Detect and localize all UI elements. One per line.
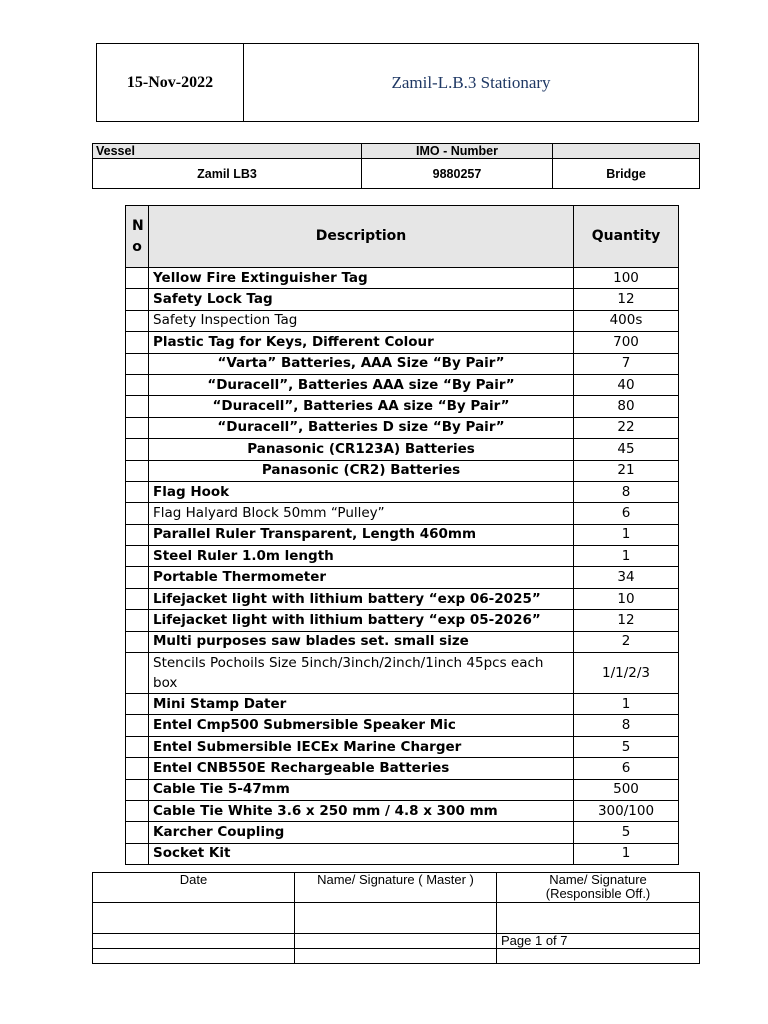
item-description: Stencils Pochoils Size 5inch/3inch/2inch/1inch 45pcs each box	[149, 653, 574, 694]
item-description: Panasonic (CR2) Batteries	[149, 460, 574, 481]
table-row	[126, 588, 679, 609]
row-number-cell	[126, 653, 149, 694]
table-row	[126, 289, 679, 310]
item-quantity: 45	[574, 439, 679, 460]
row-number-cell	[126, 758, 149, 779]
table-row	[126, 332, 679, 353]
table-row	[126, 268, 679, 289]
item-quantity: 400s	[574, 310, 679, 331]
table-row	[126, 843, 679, 864]
empty-cell	[93, 934, 295, 949]
item-description: “Duracell”, Batteries AA size “By Pair”	[149, 396, 574, 417]
empty-cell	[93, 949, 295, 964]
item-quantity: 100	[574, 268, 679, 289]
table-row	[126, 353, 679, 374]
vessel-table-row	[93, 159, 700, 189]
item-quantity: 80	[574, 396, 679, 417]
item-description: Multi purposes saw blades set. small size	[149, 631, 574, 652]
header-title: Zamil-L.B.3 Stationary	[391, 72, 551, 92]
table-row	[126, 374, 679, 395]
table-row	[126, 610, 679, 631]
item-description: Entel CNB550E Rechargeable Batteries	[149, 758, 574, 779]
row-number-cell	[126, 439, 149, 460]
row-number-cell	[126, 503, 149, 524]
imo-header: IMO - Number	[362, 144, 553, 159]
item-quantity: 6	[574, 758, 679, 779]
item-quantity: 1/1/2/3	[574, 653, 679, 694]
row-number-cell	[126, 546, 149, 567]
item-description: Socket Kit	[149, 843, 574, 864]
row-number-cell	[126, 460, 149, 481]
item-quantity: 700	[574, 332, 679, 353]
item-description: “Varta” Batteries, AAA Size “By Pair”	[149, 353, 574, 374]
item-quantity: 5	[574, 736, 679, 757]
table-row	[126, 715, 679, 736]
item-description: Yellow Fire Extinguisher Tag	[149, 268, 574, 289]
table-row	[126, 800, 679, 821]
item-description: Cable Tie 5-47mm	[149, 779, 574, 800]
row-number-cell	[126, 779, 149, 800]
item-description: Panasonic (CR123A) Batteries	[149, 439, 574, 460]
vessel-table-header	[93, 144, 700, 159]
item-quantity: 2	[574, 631, 679, 652]
item-description: Mini Stamp Dater	[149, 694, 574, 715]
item-description: Entel Submersible IECEx Marine Charger	[149, 736, 574, 757]
table-row	[126, 481, 679, 502]
table-row	[126, 779, 679, 800]
signature-entry-row	[93, 903, 700, 934]
item-description: Flag Halyard Block 50mm “Pulley”	[149, 503, 574, 524]
row-number-cell	[126, 822, 149, 843]
table-row	[126, 546, 679, 567]
table-row	[126, 503, 679, 524]
item-description: Safety Inspection Tag	[149, 310, 574, 331]
imo-number: 9880257	[362, 159, 553, 189]
item-description: Lifejacket light with lithium battery “exp 05-2026”	[149, 610, 574, 631]
row-number-cell	[126, 567, 149, 588]
table-row	[126, 460, 679, 481]
master-signature-field[interactable]	[295, 903, 497, 934]
table-row	[126, 694, 679, 715]
vessel-name: Zamil LB3	[93, 159, 362, 189]
item-quantity: 8	[574, 715, 679, 736]
row-number-cell	[126, 736, 149, 757]
row-number-cell	[126, 715, 149, 736]
responsible-signature-field[interactable]	[497, 903, 700, 934]
row-number-cell	[126, 800, 149, 821]
row-number-cell	[126, 268, 149, 289]
table-row	[126, 310, 679, 331]
item-quantity: 1	[574, 694, 679, 715]
item-description: Cable Tie White 3.6 x 250 mm / 4.8 x 300 mm	[149, 800, 574, 821]
row-number-cell	[126, 610, 149, 631]
date-field[interactable]	[93, 903, 295, 934]
table-row	[126, 524, 679, 545]
item-description: Steel Ruler 1.0m length	[149, 546, 574, 567]
table-row	[126, 439, 679, 460]
row-number-cell	[126, 310, 149, 331]
item-description: Lifejacket light with lithium battery “exp 06-2025”	[149, 588, 574, 609]
empty-cell	[295, 949, 497, 964]
row-number-cell	[126, 396, 149, 417]
location: Bridge	[553, 159, 700, 189]
item-quantity: 12	[574, 289, 679, 310]
row-number-cell	[126, 332, 149, 353]
table-row	[126, 631, 679, 652]
row-number-cell	[126, 631, 149, 652]
item-description: Safety Lock Tag	[149, 289, 574, 310]
document-header	[96, 43, 699, 122]
item-description: Entel Cmp500 Submersible Speaker Mic	[149, 715, 574, 736]
master-signature-label: Name/ Signature ( Master )	[295, 873, 497, 903]
vessel-table	[92, 143, 700, 189]
page-number: Page 1 of 7	[497, 934, 700, 949]
item-description: Parallel Ruler Transparent, Length 460mm	[149, 524, 574, 545]
table-row	[126, 396, 679, 417]
row-number-cell	[126, 524, 149, 545]
vessel-header: Vessel	[93, 144, 362, 159]
signature-page-row	[93, 934, 700, 949]
item-quantity: 5	[574, 822, 679, 843]
item-quantity: 12	[574, 610, 679, 631]
items-table	[125, 205, 679, 865]
item-quantity: 10	[574, 588, 679, 609]
table-row	[126, 417, 679, 438]
responsible-label-line-2: (Responsible Off.)	[545, 886, 651, 901]
item-quantity: 7	[574, 353, 679, 374]
item-quantity: 40	[574, 374, 679, 395]
responsible-signature-label	[497, 873, 700, 903]
responsible-label-line-1: Name/ Signature	[549, 872, 647, 887]
item-description: Flag Hook	[149, 481, 574, 502]
item-quantity: 21	[574, 460, 679, 481]
signature-table	[92, 872, 700, 964]
location-header	[553, 144, 700, 159]
row-number-cell	[126, 588, 149, 609]
item-quantity: 22	[574, 417, 679, 438]
item-quantity: 300/100	[574, 800, 679, 821]
table-row	[126, 653, 679, 694]
table-row	[126, 567, 679, 588]
description-column-header: Description	[149, 206, 574, 268]
signature-blank-row	[93, 949, 700, 964]
empty-cell	[497, 949, 700, 964]
quantity-column-header: Quantity	[574, 206, 679, 268]
row-number-cell	[126, 374, 149, 395]
item-description: “Duracell”, Batteries AAA size “By Pair”	[149, 374, 574, 395]
date-label: Date	[93, 873, 295, 903]
empty-cell	[295, 934, 497, 949]
row-number-cell	[126, 353, 149, 374]
row-number-cell	[126, 481, 149, 502]
no-header-text: No	[132, 217, 144, 255]
row-number-cell	[126, 843, 149, 864]
item-description: Karcher Coupling	[149, 822, 574, 843]
row-number-cell	[126, 694, 149, 715]
table-row	[126, 822, 679, 843]
no-column-header	[126, 206, 149, 268]
item-description: “Duracell”, Batteries D size “By Pair”	[149, 417, 574, 438]
item-quantity: 1	[574, 843, 679, 864]
table-row	[126, 758, 679, 779]
row-number-cell	[126, 417, 149, 438]
item-quantity: 34	[574, 567, 679, 588]
item-description: Portable Thermometer	[149, 567, 574, 588]
item-quantity: 6	[574, 503, 679, 524]
item-quantity: 500	[574, 779, 679, 800]
header-date: 15-Nov-2022	[97, 44, 244, 121]
item-description: Plastic Tag for Keys, Different Colour	[149, 332, 574, 353]
items-table-header	[126, 206, 679, 268]
row-number-cell	[126, 289, 149, 310]
item-quantity: 8	[574, 481, 679, 502]
signature-header-row	[93, 873, 700, 903]
table-row	[126, 736, 679, 757]
item-quantity: 1	[574, 546, 679, 567]
item-quantity: 1	[574, 524, 679, 545]
